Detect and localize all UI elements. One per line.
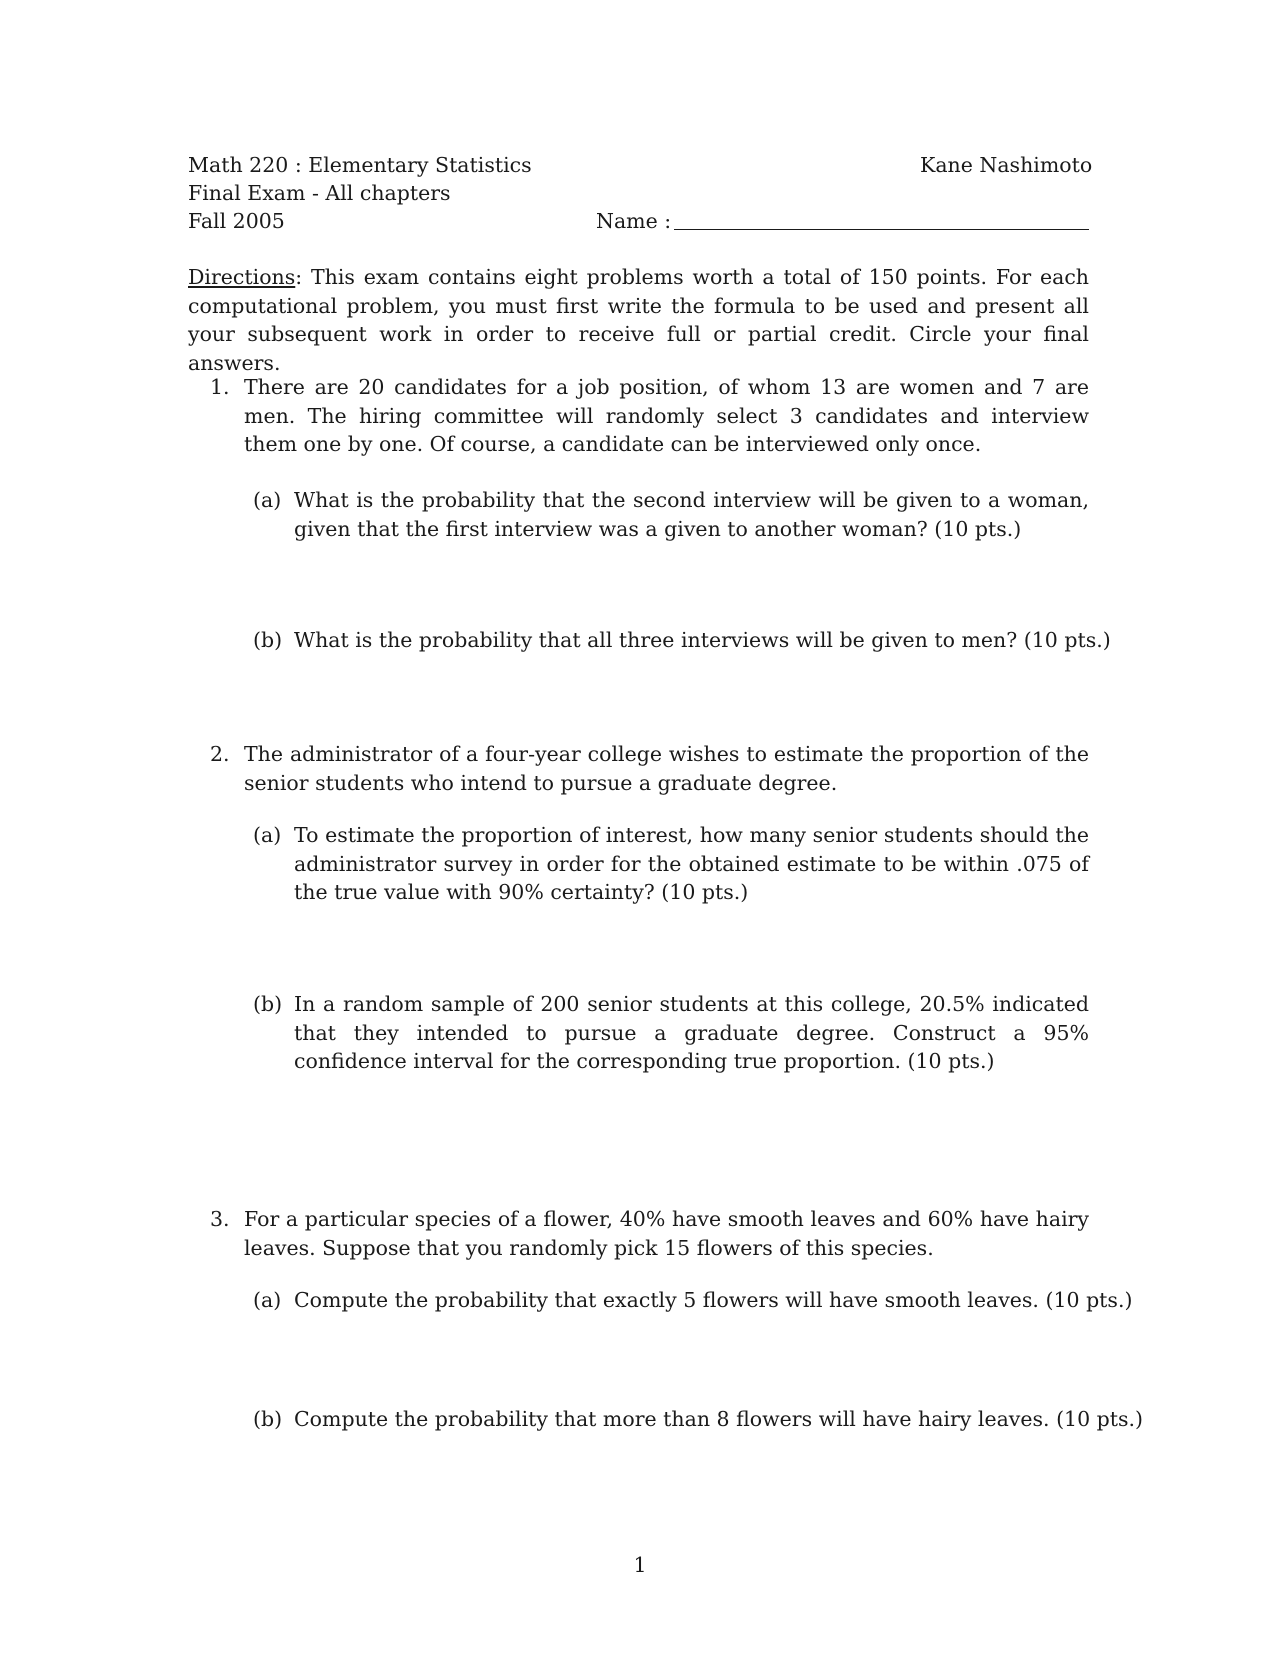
- problem-3-text: For a particular species of a flower, 40% have smooth leaves and 60% have hairy leaves. Suppose that you randomly pick 15 flowers of this species.: [244, 1207, 1089, 1260]
- problem-3a-text: Compute the probability that exactly 5 flowers will have smooth leaves. (10 pts.): [294, 1288, 1133, 1312]
- directions-text: : This exam contains eight problems worth a total of 150 points. For each computational problem, you must first write the formula to be used and present all your subsequent work in order to receive full or partial credit. Circle your final answers.: [188, 265, 1089, 375]
- problem-3b-text: Compute the probability that more than 8 flowers will have hairy leaves. (10 pts.): [294, 1407, 1144, 1431]
- directions: [188, 263, 1089, 377]
- problem-1-text: There are 20 candidates for a job position, of whom 13 are women and 7 are men. The hiring committee will randomly select 3 candidates and interview them one by one. Of course, a candidate can be interviewed only once.: [244, 375, 1089, 456]
- problem-3a-label: (a): [253, 1288, 282, 1312]
- problem-1-number: 1.: [210, 375, 230, 399]
- name-blank-line: [674, 229, 1089, 230]
- name-label: Name :: [596, 209, 672, 233]
- problem-2-text: The administrator of a four-year college wishes to estimate the proportion of the senior students who intend to pursue a graduate degree.: [244, 742, 1089, 795]
- problem-2-number: 2.: [210, 742, 230, 766]
- exam-title: Final Exam - All chapters: [188, 181, 451, 205]
- problem-1b-label: (b): [253, 628, 283, 652]
- problem-2b-label: (b): [253, 992, 283, 1016]
- problem-1a-label: (a): [253, 488, 282, 512]
- problem-2a-text: To estimate the proportion of interest, how many senior students should the administrator survey in order for the obtained estimate to be within .075 of the true value with 90% certainty? (10 pts.): [294, 823, 1089, 904]
- exam-term: Fall 2005: [188, 209, 285, 233]
- course-title: Math 220 : Elementary Statistics: [188, 153, 532, 177]
- problem-3b-label: (b): [253, 1407, 283, 1431]
- problem-1b-text: What is the probability that all three interviews will be given to men? (10 pts.): [294, 628, 1111, 652]
- problem-3-number: 3.: [210, 1207, 230, 1231]
- problem-2a-label: (a): [253, 823, 282, 847]
- instructor-name: Kane Nashimoto: [920, 153, 1093, 177]
- problem-1a-text: What is the probability that the second interview will be given to a woman, given that the first interview was a given to another woman? (10 pts.): [294, 488, 1089, 541]
- page-number: 1: [633, 1553, 647, 1577]
- problem-2b-text: In a random sample of 200 senior students at this college, 20.5% indicated that they intended to pursue a graduate degree. Construct a 95% confidence interval for the corresponding true proportion. (10 pts.): [294, 992, 1089, 1073]
- directions-label: Directions: [188, 265, 296, 289]
